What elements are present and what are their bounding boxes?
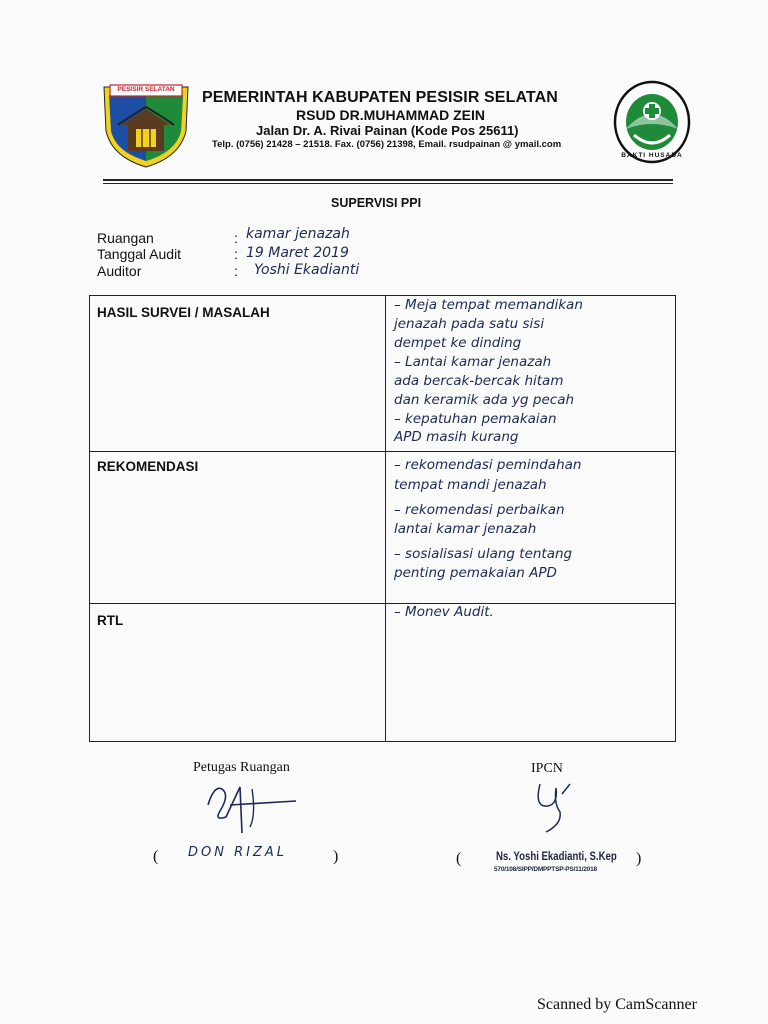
stamp-name-right: Ns. Yoshi Ekadianti, S.Kep bbox=[496, 849, 617, 863]
pesisir-selatan-crest-icon bbox=[100, 81, 192, 169]
letterhead-contact: Telp. (0756) 21428 – 21518. Fax. (0756) 21398, Email. rsudpainan @ ymail.com bbox=[212, 139, 562, 150]
left-signature-icon bbox=[200, 775, 300, 837]
table-row-divider bbox=[89, 451, 676, 452]
hasil-survei-line: APD masih kurang bbox=[394, 429, 519, 445]
field-label-auditor: Auditor bbox=[97, 263, 142, 279]
field-colon: : bbox=[234, 263, 238, 279]
paren-close: ) bbox=[333, 848, 339, 865]
letterhead-hospital: RSUD DR.MUHAMMAD ZEIN bbox=[296, 107, 485, 123]
stamp-number-right: 570/108/SIPP/DMPPTSP-PS/11/2018 bbox=[494, 866, 597, 873]
field-value-tanggal-audit: 19 Maret 2019 bbox=[246, 245, 349, 261]
hasil-survei-line: – kepatuhan pemakaian bbox=[394, 411, 557, 427]
supervision-table bbox=[89, 295, 676, 742]
crest-banner-text: PESISIR SELATAN bbox=[117, 86, 175, 93]
section-label-rtl: RTL bbox=[97, 613, 124, 628]
right-signature-icon bbox=[526, 774, 576, 836]
letterhead-rule-thin bbox=[103, 183, 673, 184]
letterhead-address: Jalan Dr. A. Rivai Painan (Kode Pos 25611) bbox=[256, 123, 519, 138]
hasil-survei-line: dan keramik ada yg pecah bbox=[394, 392, 575, 408]
rekomendasi-line: – rekomendasi perbaikan bbox=[394, 502, 565, 518]
field-label-tanggal-audit: Tanggal Audit bbox=[97, 246, 182, 262]
hasil-survei-line: ada bercak-bercak hitam bbox=[394, 373, 564, 389]
section-label-rekomendasi: REKOMENDASI bbox=[97, 459, 199, 474]
letterhead-title: PEMERINTAH KABUPATEN PESISIR SELATAN bbox=[202, 89, 558, 106]
rekomendasi-line: tempat mandi jenazah bbox=[394, 477, 547, 493]
field-value-ruangan: kamar jenazah bbox=[246, 226, 350, 242]
section-label-hasil-survei: HASIL SURVEI / MASALAH bbox=[97, 305, 270, 320]
field-label-ruangan: Ruangan bbox=[97, 230, 154, 246]
hasil-survei-line: – Lantai kamar jenazah bbox=[394, 354, 552, 370]
field-value-auditor: Yoshi Ekadianti bbox=[254, 262, 360, 278]
scanner-watermark: Scanned by CamScanner bbox=[537, 996, 697, 1013]
rekomendasi-line: penting pemakaian APD bbox=[394, 565, 557, 581]
table-row-divider bbox=[89, 603, 676, 604]
emblem-ring-text: BAKTI HUSADA bbox=[621, 152, 683, 159]
field-colon: : bbox=[234, 230, 238, 246]
hasil-survei-line: dempet ke dinding bbox=[394, 335, 522, 351]
signature-role-right: IPCN bbox=[531, 761, 563, 776]
rekomendasi-line: – rekomendasi pemindahan bbox=[394, 457, 582, 473]
signature-role-left: Petugas Ruangan bbox=[193, 760, 290, 775]
signature-name-left: DON RIZAL bbox=[188, 845, 288, 860]
paren-close: ) bbox=[636, 850, 642, 867]
field-colon: : bbox=[234, 246, 238, 262]
rekomendasi-line: – sosialisasi ulang tentang bbox=[394, 546, 573, 562]
document-title: SUPERVISI PPI bbox=[331, 196, 422, 210]
paren-open: ( bbox=[456, 850, 462, 867]
table-column-divider bbox=[385, 295, 386, 742]
hasil-survei-line: – Meja tempat memandikan bbox=[394, 297, 583, 313]
paren-open: ( bbox=[153, 848, 159, 865]
letterhead-rule bbox=[103, 179, 673, 181]
rtl-line: – Monev Audit. bbox=[394, 604, 494, 620]
rekomendasi-line: lantai kamar jenazah bbox=[394, 521, 537, 537]
hasil-survei-line: jenazah pada satu sisi bbox=[394, 316, 545, 332]
